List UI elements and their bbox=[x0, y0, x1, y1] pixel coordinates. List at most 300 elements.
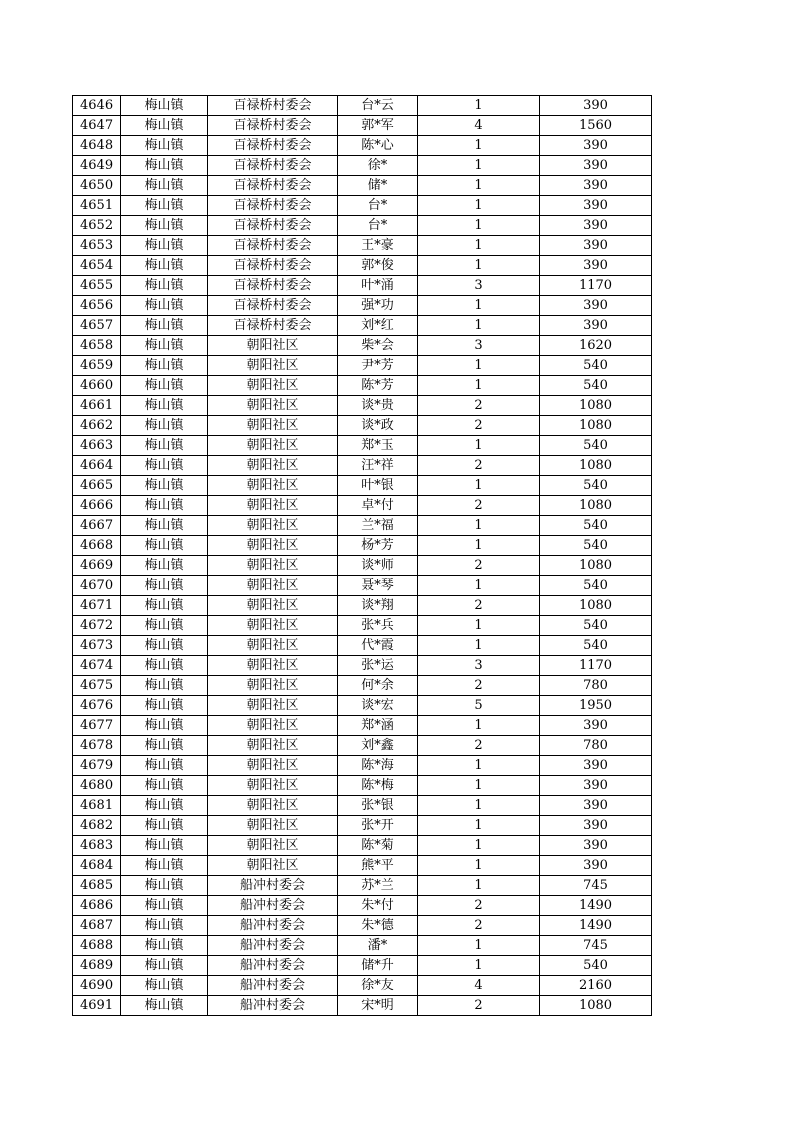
row-number-cell: 4661 bbox=[73, 396, 121, 416]
table-row bbox=[73, 116, 652, 136]
name-cell: 谈*翔 bbox=[338, 596, 418, 616]
town-cell: 梅山镇 bbox=[121, 336, 208, 356]
village-cell: 朝阳社区 bbox=[208, 496, 338, 516]
row-number-cell: 4690 bbox=[73, 976, 121, 996]
count-cell: 1 bbox=[418, 136, 540, 156]
village-cell: 百禄桥村委会 bbox=[208, 176, 338, 196]
table-row bbox=[73, 256, 652, 276]
count-cell: 1 bbox=[418, 296, 540, 316]
count-cell: 1 bbox=[418, 176, 540, 196]
amount-cell: 780 bbox=[540, 736, 652, 756]
count-cell: 1 bbox=[418, 356, 540, 376]
amount-cell: 390 bbox=[540, 716, 652, 736]
town-cell: 梅山镇 bbox=[121, 116, 208, 136]
amount-cell: 390 bbox=[540, 236, 652, 256]
table-row bbox=[73, 936, 652, 956]
name-cell: 谈*贵 bbox=[338, 396, 418, 416]
row-number-cell: 4667 bbox=[73, 516, 121, 536]
row-number-cell: 4684 bbox=[73, 856, 121, 876]
count-cell: 2 bbox=[418, 676, 540, 696]
amount-cell: 1080 bbox=[540, 496, 652, 516]
name-cell: 朱*付 bbox=[338, 896, 418, 916]
town-cell: 梅山镇 bbox=[121, 676, 208, 696]
table-row bbox=[73, 476, 652, 496]
village-cell: 朝阳社区 bbox=[208, 816, 338, 836]
row-number-cell: 4664 bbox=[73, 456, 121, 476]
village-cell: 朝阳社区 bbox=[208, 696, 338, 716]
village-cell: 船冲村委会 bbox=[208, 936, 338, 956]
row-number-cell: 4656 bbox=[73, 296, 121, 316]
village-cell: 朝阳社区 bbox=[208, 676, 338, 696]
row-number-cell: 4652 bbox=[73, 216, 121, 236]
row-number-cell: 4651 bbox=[73, 196, 121, 216]
count-cell: 2 bbox=[418, 996, 540, 1016]
table-row bbox=[73, 776, 652, 796]
village-cell: 朝阳社区 bbox=[208, 456, 338, 476]
count-cell: 2 bbox=[418, 416, 540, 436]
village-cell: 百禄桥村委会 bbox=[208, 156, 338, 176]
village-cell: 朝阳社区 bbox=[208, 376, 338, 396]
table-row bbox=[73, 296, 652, 316]
row-number-cell: 4681 bbox=[73, 796, 121, 816]
amount-cell: 390 bbox=[540, 856, 652, 876]
town-cell: 梅山镇 bbox=[121, 476, 208, 496]
amount-cell: 540 bbox=[540, 436, 652, 456]
name-cell: 王*豪 bbox=[338, 236, 418, 256]
town-cell: 梅山镇 bbox=[121, 916, 208, 936]
town-cell: 梅山镇 bbox=[121, 576, 208, 596]
village-cell: 朝阳社区 bbox=[208, 416, 338, 436]
village-cell: 朝阳社区 bbox=[208, 656, 338, 676]
count-cell: 1 bbox=[418, 316, 540, 336]
amount-cell: 540 bbox=[540, 576, 652, 596]
name-cell: 谈*宏 bbox=[338, 696, 418, 716]
table-row bbox=[73, 536, 652, 556]
row-number-cell: 4654 bbox=[73, 256, 121, 276]
table-row bbox=[73, 456, 652, 476]
table-row bbox=[73, 716, 652, 736]
town-cell: 梅山镇 bbox=[121, 396, 208, 416]
name-cell: 陈*芳 bbox=[338, 376, 418, 396]
amount-cell: 390 bbox=[540, 96, 652, 116]
table-row bbox=[73, 976, 652, 996]
town-cell: 梅山镇 bbox=[121, 136, 208, 156]
count-cell: 4 bbox=[418, 116, 540, 136]
table-row bbox=[73, 156, 652, 176]
data-table bbox=[72, 95, 652, 1016]
town-cell: 梅山镇 bbox=[121, 696, 208, 716]
town-cell: 梅山镇 bbox=[121, 376, 208, 396]
amount-cell: 540 bbox=[540, 376, 652, 396]
row-number-cell: 4683 bbox=[73, 836, 121, 856]
count-cell: 2 bbox=[418, 596, 540, 616]
amount-cell: 390 bbox=[540, 176, 652, 196]
name-cell: 谈*师 bbox=[338, 556, 418, 576]
row-number-cell: 4659 bbox=[73, 356, 121, 376]
row-number-cell: 4678 bbox=[73, 736, 121, 756]
amount-cell: 1170 bbox=[540, 656, 652, 676]
table-row bbox=[73, 956, 652, 976]
table-body bbox=[73, 96, 652, 1016]
row-number-cell: 4689 bbox=[73, 956, 121, 976]
village-cell: 百禄桥村委会 bbox=[208, 236, 338, 256]
town-cell: 梅山镇 bbox=[121, 236, 208, 256]
table-row bbox=[73, 676, 652, 696]
village-cell: 朝阳社区 bbox=[208, 536, 338, 556]
name-cell: 汪*祥 bbox=[338, 456, 418, 476]
town-cell: 梅山镇 bbox=[121, 736, 208, 756]
count-cell: 2 bbox=[418, 396, 540, 416]
amount-cell: 390 bbox=[540, 816, 652, 836]
table-row bbox=[73, 316, 652, 336]
town-cell: 梅山镇 bbox=[121, 856, 208, 876]
table-row bbox=[73, 996, 652, 1016]
amount-cell: 540 bbox=[540, 356, 652, 376]
row-number-cell: 4657 bbox=[73, 316, 121, 336]
village-cell: 朝阳社区 bbox=[208, 776, 338, 796]
row-number-cell: 4646 bbox=[73, 96, 121, 116]
name-cell: 台* bbox=[338, 216, 418, 236]
amount-cell: 1620 bbox=[540, 336, 652, 356]
amount-cell: 745 bbox=[540, 876, 652, 896]
row-number-cell: 4679 bbox=[73, 756, 121, 776]
village-cell: 朝阳社区 bbox=[208, 476, 338, 496]
amount-cell: 390 bbox=[540, 196, 652, 216]
town-cell: 梅山镇 bbox=[121, 976, 208, 996]
village-cell: 朝阳社区 bbox=[208, 616, 338, 636]
table-row bbox=[73, 836, 652, 856]
table-row bbox=[73, 856, 652, 876]
village-cell: 朝阳社区 bbox=[208, 516, 338, 536]
name-cell: 台* bbox=[338, 196, 418, 216]
row-number-cell: 4649 bbox=[73, 156, 121, 176]
row-number-cell: 4662 bbox=[73, 416, 121, 436]
amount-cell: 540 bbox=[540, 956, 652, 976]
table-row bbox=[73, 576, 652, 596]
town-cell: 梅山镇 bbox=[121, 556, 208, 576]
town-cell: 梅山镇 bbox=[121, 956, 208, 976]
table-row bbox=[73, 596, 652, 616]
amount-cell: 1490 bbox=[540, 896, 652, 916]
count-cell: 1 bbox=[418, 816, 540, 836]
town-cell: 梅山镇 bbox=[121, 256, 208, 276]
amount-cell: 390 bbox=[540, 296, 652, 316]
village-cell: 朝阳社区 bbox=[208, 356, 338, 376]
town-cell: 梅山镇 bbox=[121, 156, 208, 176]
count-cell: 1 bbox=[418, 216, 540, 236]
village-cell: 朝阳社区 bbox=[208, 556, 338, 576]
count-cell: 2 bbox=[418, 456, 540, 476]
row-number-cell: 4686 bbox=[73, 896, 121, 916]
town-cell: 梅山镇 bbox=[121, 96, 208, 116]
name-cell: 张*运 bbox=[338, 656, 418, 676]
village-cell: 百禄桥村委会 bbox=[208, 296, 338, 316]
count-cell: 1 bbox=[418, 716, 540, 736]
town-cell: 梅山镇 bbox=[121, 416, 208, 436]
row-number-cell: 4682 bbox=[73, 816, 121, 836]
name-cell: 徐* bbox=[338, 156, 418, 176]
table-row bbox=[73, 876, 652, 896]
row-number-cell: 4676 bbox=[73, 696, 121, 716]
count-cell: 1 bbox=[418, 436, 540, 456]
village-cell: 船冲村委会 bbox=[208, 896, 338, 916]
name-cell: 张*银 bbox=[338, 796, 418, 816]
row-number-cell: 4665 bbox=[73, 476, 121, 496]
row-number-cell: 4685 bbox=[73, 876, 121, 896]
village-cell: 百禄桥村委会 bbox=[208, 96, 338, 116]
table-row bbox=[73, 416, 652, 436]
table-row bbox=[73, 176, 652, 196]
town-cell: 梅山镇 bbox=[121, 796, 208, 816]
row-number-cell: 4687 bbox=[73, 916, 121, 936]
village-cell: 朝阳社区 bbox=[208, 436, 338, 456]
amount-cell: 390 bbox=[540, 316, 652, 336]
village-cell: 百禄桥村委会 bbox=[208, 316, 338, 336]
row-number-cell: 4655 bbox=[73, 276, 121, 296]
name-cell: 张*开 bbox=[338, 816, 418, 836]
town-cell: 梅山镇 bbox=[121, 776, 208, 796]
village-cell: 朝阳社区 bbox=[208, 596, 338, 616]
row-number-cell: 4673 bbox=[73, 636, 121, 656]
row-number-cell: 4663 bbox=[73, 436, 121, 456]
town-cell: 梅山镇 bbox=[121, 636, 208, 656]
amount-cell: 390 bbox=[540, 216, 652, 236]
amount-cell: 1080 bbox=[540, 996, 652, 1016]
count-cell: 1 bbox=[418, 856, 540, 876]
village-cell: 百禄桥村委会 bbox=[208, 216, 338, 236]
table-row bbox=[73, 916, 652, 936]
town-cell: 梅山镇 bbox=[121, 536, 208, 556]
village-cell: 朝阳社区 bbox=[208, 796, 338, 816]
count-cell: 1 bbox=[418, 756, 540, 776]
amount-cell: 390 bbox=[540, 836, 652, 856]
name-cell: 代*霞 bbox=[338, 636, 418, 656]
table-row bbox=[73, 896, 652, 916]
table-row bbox=[73, 196, 652, 216]
name-cell: 卓*付 bbox=[338, 496, 418, 516]
table-row bbox=[73, 216, 652, 236]
table-row bbox=[73, 736, 652, 756]
village-cell: 百禄桥村委会 bbox=[208, 116, 338, 136]
town-cell: 梅山镇 bbox=[121, 656, 208, 676]
village-cell: 朝阳社区 bbox=[208, 396, 338, 416]
count-cell: 1 bbox=[418, 636, 540, 656]
row-number-cell: 4650 bbox=[73, 176, 121, 196]
town-cell: 梅山镇 bbox=[121, 616, 208, 636]
name-cell: 郭*军 bbox=[338, 116, 418, 136]
town-cell: 梅山镇 bbox=[121, 756, 208, 776]
count-cell: 1 bbox=[418, 96, 540, 116]
count-cell: 2 bbox=[418, 736, 540, 756]
amount-cell: 1080 bbox=[540, 396, 652, 416]
town-cell: 梅山镇 bbox=[121, 296, 208, 316]
town-cell: 梅山镇 bbox=[121, 876, 208, 896]
table-row bbox=[73, 236, 652, 256]
amount-cell: 540 bbox=[540, 476, 652, 496]
town-cell: 梅山镇 bbox=[121, 196, 208, 216]
count-cell: 2 bbox=[418, 896, 540, 916]
village-cell: 朝阳社区 bbox=[208, 736, 338, 756]
row-number-cell: 4648 bbox=[73, 136, 121, 156]
name-cell: 郑*涵 bbox=[338, 716, 418, 736]
table-row bbox=[73, 616, 652, 636]
amount-cell: 1560 bbox=[540, 116, 652, 136]
amount-cell: 390 bbox=[540, 756, 652, 776]
count-cell: 1 bbox=[418, 256, 540, 276]
name-cell: 熊*平 bbox=[338, 856, 418, 876]
name-cell: 朱*德 bbox=[338, 916, 418, 936]
amount-cell: 1490 bbox=[540, 916, 652, 936]
town-cell: 梅山镇 bbox=[121, 436, 208, 456]
town-cell: 梅山镇 bbox=[121, 356, 208, 376]
count-cell: 2 bbox=[418, 556, 540, 576]
amount-cell: 390 bbox=[540, 136, 652, 156]
count-cell: 3 bbox=[418, 276, 540, 296]
row-number-cell: 4653 bbox=[73, 236, 121, 256]
count-cell: 1 bbox=[418, 936, 540, 956]
name-cell: 强*功 bbox=[338, 296, 418, 316]
row-number-cell: 4674 bbox=[73, 656, 121, 676]
name-cell: 杨*芳 bbox=[338, 536, 418, 556]
town-cell: 梅山镇 bbox=[121, 496, 208, 516]
table-row bbox=[73, 656, 652, 676]
town-cell: 梅山镇 bbox=[121, 716, 208, 736]
count-cell: 3 bbox=[418, 656, 540, 676]
row-number-cell: 4669 bbox=[73, 556, 121, 576]
row-number-cell: 4680 bbox=[73, 776, 121, 796]
town-cell: 梅山镇 bbox=[121, 516, 208, 536]
amount-cell: 1080 bbox=[540, 456, 652, 476]
table-row bbox=[73, 636, 652, 656]
row-number-cell: 4672 bbox=[73, 616, 121, 636]
amount-cell: 390 bbox=[540, 776, 652, 796]
table-row bbox=[73, 496, 652, 516]
name-cell: 何*余 bbox=[338, 676, 418, 696]
amount-cell: 540 bbox=[540, 536, 652, 556]
count-cell: 5 bbox=[418, 696, 540, 716]
amount-cell: 745 bbox=[540, 936, 652, 956]
town-cell: 梅山镇 bbox=[121, 896, 208, 916]
town-cell: 梅山镇 bbox=[121, 836, 208, 856]
count-cell: 1 bbox=[418, 516, 540, 536]
village-cell: 百禄桥村委会 bbox=[208, 276, 338, 296]
row-number-cell: 4668 bbox=[73, 536, 121, 556]
row-number-cell: 4666 bbox=[73, 496, 121, 516]
village-cell: 朝阳社区 bbox=[208, 636, 338, 656]
row-number-cell: 4688 bbox=[73, 936, 121, 956]
name-cell: 兰*福 bbox=[338, 516, 418, 536]
name-cell: 刘*鑫 bbox=[338, 736, 418, 756]
row-number-cell: 4677 bbox=[73, 716, 121, 736]
name-cell: 叶*银 bbox=[338, 476, 418, 496]
name-cell: 刘*红 bbox=[338, 316, 418, 336]
village-cell: 百禄桥村委会 bbox=[208, 136, 338, 156]
table-row bbox=[73, 136, 652, 156]
table-row bbox=[73, 756, 652, 776]
count-cell: 1 bbox=[418, 616, 540, 636]
amount-cell: 390 bbox=[540, 156, 652, 176]
town-cell: 梅山镇 bbox=[121, 996, 208, 1016]
name-cell: 宋*明 bbox=[338, 996, 418, 1016]
name-cell: 台*云 bbox=[338, 96, 418, 116]
village-cell: 船冲村委会 bbox=[208, 996, 338, 1016]
amount-cell: 780 bbox=[540, 676, 652, 696]
count-cell: 1 bbox=[418, 796, 540, 816]
town-cell: 梅山镇 bbox=[121, 456, 208, 476]
table-row bbox=[73, 356, 652, 376]
town-cell: 梅山镇 bbox=[121, 936, 208, 956]
table-row bbox=[73, 376, 652, 396]
amount-cell: 390 bbox=[540, 796, 652, 816]
table-row bbox=[73, 396, 652, 416]
town-cell: 梅山镇 bbox=[121, 316, 208, 336]
row-number-cell: 4671 bbox=[73, 596, 121, 616]
village-cell: 朝阳社区 bbox=[208, 576, 338, 596]
count-cell: 2 bbox=[418, 496, 540, 516]
amount-cell: 390 bbox=[540, 256, 652, 276]
town-cell: 梅山镇 bbox=[121, 276, 208, 296]
village-cell: 船冲村委会 bbox=[208, 956, 338, 976]
row-number-cell: 4647 bbox=[73, 116, 121, 136]
table-row bbox=[73, 816, 652, 836]
table-row bbox=[73, 516, 652, 536]
count-cell: 1 bbox=[418, 236, 540, 256]
amount-cell: 2160 bbox=[540, 976, 652, 996]
amount-cell: 1080 bbox=[540, 596, 652, 616]
table-row bbox=[73, 96, 652, 116]
village-cell: 朝阳社区 bbox=[208, 856, 338, 876]
table-row bbox=[73, 276, 652, 296]
table-row bbox=[73, 436, 652, 456]
town-cell: 梅山镇 bbox=[121, 216, 208, 236]
amount-cell: 1080 bbox=[540, 556, 652, 576]
name-cell: 苏*兰 bbox=[338, 876, 418, 896]
name-cell: 尹*芳 bbox=[338, 356, 418, 376]
village-cell: 百禄桥村委会 bbox=[208, 256, 338, 276]
row-number-cell: 4675 bbox=[73, 676, 121, 696]
count-cell: 1 bbox=[418, 836, 540, 856]
count-cell: 1 bbox=[418, 776, 540, 796]
name-cell: 储*升 bbox=[338, 956, 418, 976]
name-cell: 陈*海 bbox=[338, 756, 418, 776]
count-cell: 1 bbox=[418, 196, 540, 216]
table-row bbox=[73, 696, 652, 716]
name-cell: 潘* bbox=[338, 936, 418, 956]
name-cell: 郭*俊 bbox=[338, 256, 418, 276]
count-cell: 1 bbox=[418, 876, 540, 896]
name-cell: 柴*会 bbox=[338, 336, 418, 356]
row-number-cell: 4691 bbox=[73, 996, 121, 1016]
name-cell: 陈*心 bbox=[338, 136, 418, 156]
table-row bbox=[73, 336, 652, 356]
amount-cell: 540 bbox=[540, 516, 652, 536]
name-cell: 陈*梅 bbox=[338, 776, 418, 796]
village-cell: 朝阳社区 bbox=[208, 336, 338, 356]
row-number-cell: 4660 bbox=[73, 376, 121, 396]
count-cell: 3 bbox=[418, 336, 540, 356]
row-number-cell: 4658 bbox=[73, 336, 121, 356]
count-cell: 1 bbox=[418, 956, 540, 976]
name-cell: 储* bbox=[338, 176, 418, 196]
village-cell: 船冲村委会 bbox=[208, 876, 338, 896]
town-cell: 梅山镇 bbox=[121, 816, 208, 836]
count-cell: 1 bbox=[418, 156, 540, 176]
name-cell: 叶*涌 bbox=[338, 276, 418, 296]
amount-cell: 1080 bbox=[540, 416, 652, 436]
count-cell: 2 bbox=[418, 916, 540, 936]
town-cell: 梅山镇 bbox=[121, 176, 208, 196]
table-row bbox=[73, 796, 652, 816]
